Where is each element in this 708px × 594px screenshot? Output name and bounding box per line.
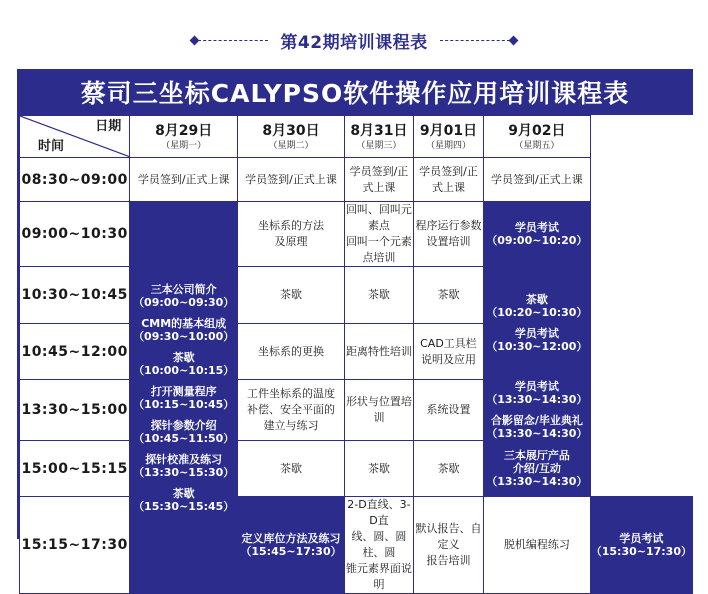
session-title: 第42期培训课程表 <box>280 32 428 53</box>
monday-session: 定义库位方法及练习 （15:45~17:30） <box>238 497 345 594</box>
break-cell: 茶歇 <box>238 267 345 324</box>
session-time: （10:00~10:15） <box>133 363 235 377</box>
schedule-frame <box>17 69 693 591</box>
friday-session: 学员考试 （09:00~10:20） <box>483 202 590 267</box>
session-time: （10:45~11:50） <box>133 431 235 445</box>
break-cell: 茶歇 <box>238 441 345 497</box>
session-cell: 回叫、回叫元素点 回叫一个元素点培训 <box>344 202 413 267</box>
signin-cell: 学员签到/正式上课 <box>344 158 413 202</box>
break-cell: 茶歇 <box>344 267 413 324</box>
table-row <box>20 202 693 267</box>
time-slot: 08:30~09:00 <box>20 158 130 202</box>
break-cell: 茶歇 <box>414 267 484 324</box>
header-row <box>20 116 693 158</box>
time-slot: 10:45~12:00 <box>20 324 130 380</box>
session-cell: 系统设置 <box>414 380 484 441</box>
session-cell: 坐标系的方法 及原理 <box>238 202 345 267</box>
table-row <box>20 441 693 497</box>
time-slot: 10:30~10:45 <box>20 267 130 324</box>
session-cell: 坐标系的更换 <box>238 324 345 380</box>
signin-cell: 学员签到/正式上课 <box>130 158 238 202</box>
time-slot: 09:00~10:30 <box>20 202 130 267</box>
time-slot: 15:15~17:30 <box>20 497 130 594</box>
session-title: 茶歇 <box>172 350 195 364</box>
heading-right-ornament <box>440 37 517 44</box>
session-cell: 距离特性培训 <box>344 324 413 380</box>
session-title: 茶歇 <box>172 486 195 500</box>
day-header <box>344 116 413 158</box>
time-slot: 13:30~15:00 <box>20 380 130 441</box>
dashed-line <box>440 40 510 41</box>
time-axis-label: 时间 <box>38 139 65 154</box>
day-header <box>414 116 484 158</box>
session-title: CMM的基本组成 <box>141 316 227 330</box>
session-title: 三本公司简介 <box>150 282 217 296</box>
session-cell: 程序运行参数 设置培训 <box>414 202 484 267</box>
session-cell: CAD工具栏 说明及应用 <box>414 324 484 380</box>
day-header <box>238 116 345 158</box>
session-cell: 工件坐标系的温度 补偿、安全平面的 建立与练习 <box>238 380 345 441</box>
session-cell: 形状与位置培训 <box>344 380 413 441</box>
day-date: 9月02日 <box>508 122 566 139</box>
diamond-icon <box>190 35 200 45</box>
session-cell: 2-D直线、3-D直 线、圆、圆柱、圆 锥元素界面说明 <box>344 497 413 594</box>
monday-sessions <box>130 202 238 594</box>
day-weekday: （星期三） <box>356 140 402 151</box>
day-date: 8月30日 <box>262 122 320 139</box>
break-cell: 茶歇 <box>414 441 484 497</box>
friday-session: 茶歇 （10:20~10:30） 学员考试 （10:30~12:00） <box>483 267 590 380</box>
corner-cell <box>20 116 130 158</box>
date-axis-label: 日期 <box>95 119 122 134</box>
friday-session: 学员考试 （13:30~14:30） 合影留念/毕业典礼 （13:30~14:30） <box>483 380 590 441</box>
dashed-line <box>198 40 268 41</box>
schedule-banner <box>17 69 693 115</box>
session-time: （15:30~15:45） <box>133 499 235 513</box>
day-header <box>130 116 238 158</box>
table-row <box>20 267 693 324</box>
table-row <box>20 380 693 441</box>
session-title: 探针校准及练习 <box>145 452 223 466</box>
signin-cell: 学员签到/正式上课 <box>483 158 590 202</box>
day-weekday: （星期一） <box>161 140 207 151</box>
session-time: （13:30~15:30） <box>133 465 235 479</box>
signin-cell: 学员签到/正式上课 <box>238 158 345 202</box>
session-time: （10:15~10:45） <box>133 397 235 411</box>
day-weekday: （星期二） <box>268 140 314 151</box>
day-date: 9月01日 <box>419 122 478 139</box>
day-date: 8月31日 <box>350 122 408 139</box>
schedule-title: 蔡司三坐标CALYPSO软件操作应用培训课程表 <box>80 79 630 108</box>
day-weekday: （星期四） <box>425 140 471 151</box>
session-time: （09:30~10:00） <box>133 329 235 343</box>
table-row <box>20 158 693 202</box>
schedule-table <box>19 115 693 594</box>
session-cell: 脱机编程练习 <box>483 497 590 594</box>
day-weekday: （星期五） <box>514 140 560 151</box>
friday-session: 三本展厅产品 介绍/互动 （13:30~14:30） <box>483 441 590 497</box>
day-date: 8月29日 <box>155 122 213 139</box>
table-row <box>20 497 693 594</box>
friday-session: 学员考试 （15:30~17:30） <box>590 497 692 594</box>
session-time: （09:00~09:30） <box>133 295 235 309</box>
session-cell: 默认报告、自定义 报告培训 <box>414 497 484 594</box>
break-cell: 茶歇 <box>344 441 413 497</box>
page-heading <box>0 28 708 52</box>
day-header <box>483 116 590 158</box>
table-row <box>20 324 693 380</box>
session-title: 打开测量程序 <box>150 384 217 398</box>
diamond-icon <box>508 35 518 45</box>
heading-left-ornament <box>191 37 268 44</box>
time-slot: 15:00~15:15 <box>20 441 130 497</box>
signin-cell: 学员签到/正式上课 <box>414 158 484 202</box>
session-title: 探针参数介绍 <box>150 418 217 432</box>
